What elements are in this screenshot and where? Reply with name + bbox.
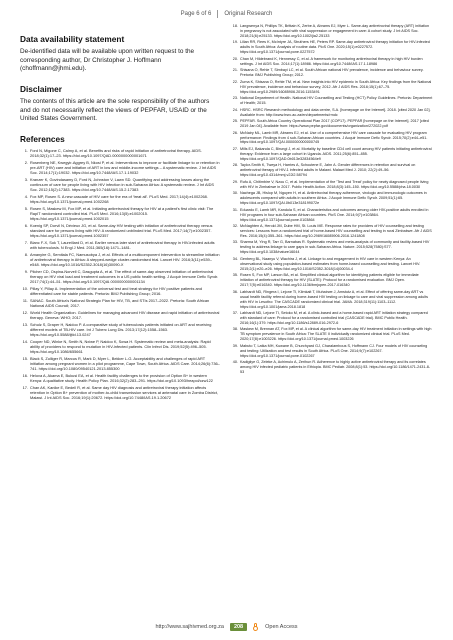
reference-text: McNairy ML, Lamb MR, Abrams EJ, et al. Use of a comprehensive HIV care cascade for evaluating HIV program performance: Findings from 4 sub-Saharan African countries. J Acquir Immune Defic Syndr. 2015;70(2):e44–e51. https://doi.org/10.1097/QAI.0000000000000745 bbox=[240, 130, 428, 145]
reference-number: 17. bbox=[22, 384, 28, 390]
reference-text: Rufu A, Chitimbire V, Nzou C, et al. Implementation of the 'Test and Treat' policy for newly diagnosed people living with HIV in Zimbabwe in 2017. Public Health Action. 2018;8(3):145–150. https://doi.org/10.5588/pha.18.0030 bbox=[240, 179, 429, 189]
reference-number: 6. bbox=[24, 222, 28, 228]
reference-item bbox=[20, 356, 220, 371]
reference-item bbox=[230, 68, 433, 78]
reference-text: Blanc F-X, Sok T, Laureillard D, et al. Earlier versus later start of antiretroviral therapy in HIV-infected adults with tuberculosis. N Engl J Med. 2011;365(16):1471–1481. bbox=[30, 239, 215, 251]
reference-item bbox=[230, 108, 433, 118]
reference-item bbox=[20, 223, 220, 238]
reference-number: 35. bbox=[232, 273, 238, 278]
reference-text: Rosen S, Fox MP, Larson BA, et al. Simplified clinical algorithm for identifying patients eligible for immediate initiation of antiretroviral therapy for HIV (SLATE): Protocol for a randomised evaluation. BMJ Open. 2017;7(5):e016340. https://doi.org/10.1136/bmjopen-2017-016340 bbox=[240, 273, 419, 288]
reference-text: Lilian RR, Rees K, McIntyre JA, Struthers HE, Peters RP. Same-day antiretroviral therapy initiation for HIV-infected adults in South Africa: Analysis of routine data. PloS One. 2020;15(1):e0227572. https://doi.org/10.1371/journal.pone.0227572 bbox=[240, 40, 430, 55]
reference-number: 14. bbox=[22, 338, 28, 344]
page-body bbox=[20, 24, 433, 616]
reference-item bbox=[230, 180, 433, 190]
reference-number: 33. bbox=[232, 240, 238, 245]
reference-text: Shisana O, Rehle T, Simbayi LC, et al. South African national HIV prevalence, incidence and behaviour survey. Pretoria: BMJ Publishing Group; 2012. bbox=[240, 68, 424, 78]
reference-item bbox=[230, 311, 433, 326]
reference-text: National Department of Health. National HIV Counselling and Testing (HCT) Policy Guidelines. Pretoria: Department of Health; 2015. bbox=[240, 96, 433, 106]
header-divider bbox=[217, 10, 218, 18]
reference-item bbox=[230, 131, 433, 146]
reference-number: 8. bbox=[24, 251, 28, 257]
reference-item bbox=[20, 310, 220, 320]
reference-item bbox=[230, 257, 433, 272]
reference-item bbox=[20, 206, 220, 221]
reference-text: Pillay Y, Pillay A. Implementation of the universal test and treat strategy for HIV positive patients and differentiated care for stable patients. Pretoria: BMJ Publishing Group; 2016. bbox=[30, 285, 202, 297]
reference-text: HSRC. HSRC Research methodology and data centre, S.A. [homepage on the Internet]. 2018. [cited 2020 Jan 02]. Available from: http://www.hsrc.ac.za/en/departments/rmdc bbox=[240, 107, 431, 117]
section-label: Original Research bbox=[224, 11, 273, 17]
reference-item bbox=[230, 273, 433, 288]
reference-item bbox=[20, 385, 220, 400]
reference-number: 39. bbox=[232, 343, 238, 348]
reference-number: 13. bbox=[22, 321, 28, 327]
reference-text: Koenig SP, Dorvil N, Dévieux JG, et al. Same-day HIV testing with initiation of antiretroviral therapy versus standard care for persons living with HIV: A randomized unblinded trial. PLoS Med. 2017;14(7):e1002357. https://doi.org/10.1371/journal.pmed.1002357 bbox=[30, 222, 213, 239]
right-column bbox=[230, 24, 433, 616]
reference-number: 36. bbox=[232, 289, 238, 294]
reference-number: 22. bbox=[232, 79, 238, 84]
reference-list-left bbox=[20, 148, 220, 400]
reference-text: Fox MP, Rosen S. A new cascade of HIV care for the era of 'treat all'. PLoS Med. 2017;14(4):e1002268. https://doi.org/10.1371/journal.pmed.1002268 bbox=[30, 193, 208, 205]
reference-text: Sharma M, Ying R, Tarr G, Barnabas R. Systematic review and meta-analysis of community and facility-based HIV testing to address linkage to care gaps in sub-Saharan Africa. Nature. 2015;528(7580):S77. https://doi.org/10.1038/nature16044 bbox=[240, 240, 430, 255]
reference-text: Zuma K, Shisana O, Rehle TM, et al. New insights into HIV epidemic in South Africa: Key findings from the National HIV prevalence, incidence and behaviour survey, 2012. Afr J AIDS Res. 2016;15(1):67–75. https://doi.org/10.2989/16085906.2016.1153491 bbox=[240, 79, 432, 94]
reference-number: 15. bbox=[22, 355, 28, 361]
reference-text: Langwenya N, Phillips TK, Brittain K, Zerbe A, Abrams EJ, Myer L. Same-day antiretroviral therapy (ART) initiation in pregnancy is not associated with viral suppression or engagement in care: A cohort study. J Int AIDS Soc. 2018;21(6):e25133. https://doi.org/10.1002/jia2.25133 bbox=[240, 24, 430, 38]
reference-number: 21. bbox=[232, 68, 238, 73]
reference-number: 5. bbox=[24, 205, 28, 211]
reference-number: 20. bbox=[232, 56, 238, 61]
reference-number: 10. bbox=[22, 285, 28, 291]
reference-item bbox=[230, 344, 433, 359]
data-availability-heading: Data availability statement bbox=[20, 34, 125, 44]
reference-item bbox=[20, 269, 220, 284]
reference-number: 27. bbox=[232, 146, 238, 151]
reference-number: 28. bbox=[232, 163, 238, 168]
reference-item bbox=[20, 373, 220, 383]
reference-text: PEPFAR. South Africa Country Operational Plan 2017 (COP17). PEPFAR [homepage on the Internet]. 2017 [cited 2019 Jan 04]. Available from: https://www.pepfar.gov/documents/organization/272022.pdf bbox=[240, 119, 429, 129]
reference-number: 31. bbox=[232, 207, 238, 212]
reference-item bbox=[230, 163, 433, 178]
reference-text: Chan AK, Kanike E, Bedell R, et al. Same day HIV diagnosis and antiretroviral therapy initiation affects retention in Option B+ prevention of mother-to-child transmission services at antenatal care in Zomba District, Malawi. J Int AIDS Soc. 2016;19(1):20672. https://doi.org/10.7448/IAS.19.1.20672 bbox=[30, 384, 219, 401]
reference-text: Ford N, Migone C, Calmy A, et al. Benefits and risks of rapid initiation of antiretroviral therapy. AIDS. 2018;32(1):17–23. https://doi.org/10.1097/QAD.0000000000001671 bbox=[30, 147, 202, 158]
disclaimer-text: The contents of this article are the sole responsibility of the authors and do not necessarily reflect the views of PEPFAR, USAID or the United States Government. bbox=[20, 97, 210, 123]
reference-number: 25. bbox=[232, 119, 238, 124]
reference-text: Mabuto T, Latka MH, Kuwane B, Churchyard GJ, Charalambous S, Hoffmann CJ. Four models of HIV counseling and testing: Utilization and test results in South Africa. PLoS One. 2014;9(7):e102267. https://doi.org/10.1371/journal.pone.0102267 bbox=[240, 343, 428, 358]
reference-item bbox=[230, 327, 433, 342]
reference-text: Taylor-Smith K, Tweya H, Harries A, Schoutene E, Jahn A. Gender differences in retention and survival on antiretroviral therapy of HIV-1 infected adults in Malawi. Malawi Med J. 2010; 22(2):49–56. https://doi.org/10.4314/mmj.v22i2.58794 bbox=[240, 163, 416, 178]
reference-item bbox=[20, 240, 220, 250]
reference-item bbox=[20, 177, 220, 192]
reference-text: Nachega JB, Hislop M, Nguyen H, et al. Antiretroviral therapy adherence, virologic and immunologic outcomes in adolescents compared with adults in southern Africa. J Acquir Immune Defic Syndr. 2009;51(1):65. https://doi.org/10.1097/QAI.0b013e318199072e bbox=[240, 191, 427, 206]
reference-number: 23. bbox=[232, 96, 238, 101]
reference-number: 18. bbox=[232, 24, 238, 28]
reference-item bbox=[20, 194, 220, 204]
reference-number: 29. bbox=[232, 179, 238, 184]
reference-item bbox=[20, 148, 220, 158]
reference-text: Mills EJ, Bakanda C, Birungi J, et al. Mortality by baseline CD4 cell count among HIV patients initiating antiretroviral therapy: Evidence from a large cohort in Uganda. AIDS. 2011;25(6):851–855. https://doi.org/10.1097/QAD.0b013e32834564e9 bbox=[240, 146, 432, 161]
page-header bbox=[0, 6, 453, 22]
reference-text: Rosenberg NE, Kwegyir-Aggrey B, Nkosi P, et al. Interventions to improve or facilitate linkage to or retention in pre-ART (HIV) care and initiation of ART in low and middle-income settings – A systematic review. J Int AIDS Soc. 2014;17(1):19032. https://doi.org/10.7448/IAS.17.1.19032 bbox=[30, 159, 220, 176]
reference-number: 16. bbox=[22, 372, 28, 378]
reference-item bbox=[230, 147, 433, 162]
reference-number: 32. bbox=[232, 224, 238, 229]
reference-text: Eduardo E, Lamb MR, Kandula S, et al. Characteristics and outcomes among older HIV-positive adults enrolled in HIV programs in four sub-Saharan African countries. PloS One. 2014;9(7):e103864. https://doi.org/10.1371/journal.pone.0103864 bbox=[240, 207, 429, 222]
reference-number: 40. bbox=[232, 360, 238, 365]
reference-number: 24. bbox=[232, 107, 238, 112]
reference-number: 38. bbox=[232, 327, 238, 332]
reference-item bbox=[20, 322, 220, 337]
reference-item bbox=[230, 96, 433, 106]
reference-text: Maskew M, Brennan AT, Fox MP, et al. A clinical algorithm for same-day HIV treatment initiation in settings with high TB symptom prevalence in South Africa: The SLATE II individually randomized clinical trial. PLoS Med. 2020;17(8):e1003226. https://doi.org/10.1371/journal.pmed.1003226 bbox=[240, 327, 432, 342]
reference-number: 11. bbox=[22, 297, 28, 303]
reference-item bbox=[230, 224, 433, 239]
reference-number: 30. bbox=[232, 191, 238, 196]
reference-number: 4. bbox=[24, 193, 28, 199]
reference-item bbox=[230, 208, 433, 223]
reference-text: World Health Organization. Guidelines for managing advanced HIV disease and rapid initiation of antiretroviral therapy. Geneva: WHO; 2017. bbox=[30, 309, 220, 320]
reference-item bbox=[230, 360, 433, 375]
reference-text: Helova A, Akama E, Bukusi EA, et al. Health facility challenges to the provision of Option B+ in western Kenya: A qualitative study. Health Policy Plan. 2016;32(2):283–291. https://doi.org/10.1093/heapol/czw122 bbox=[30, 372, 213, 383]
reference-text: Kadigiiye G, Zeleke A, Achimulo A, Zerihun R. Adherence to highly active antiretroviral therapy and its correlates among HIV infected pediatric patients in Ethiopia. BMC Pediatr. 2008;8(1):53. https://doi.org/10.1186/1471-2431-8-53 bbox=[240, 360, 431, 375]
journal-url-link[interactable]: http://www.sajhivmed.org.za bbox=[155, 624, 224, 630]
disclaimer-heading: Disclaimer bbox=[20, 83, 62, 94]
reference-text: SANAC. South Africa's National Strategic Plan for HIV, TB, and STIs 2017–2022. Pretoria: South African National AIDS Council; 2017. bbox=[30, 297, 210, 308]
reference-number: 26. bbox=[232, 130, 238, 135]
reference-number: 2. bbox=[24, 159, 28, 165]
reference-text: Chan M, Hildebrand K, Hennessy C, et al. A framework for monitoring antiretroviral therapy in high HIV burden settings. J Int AIDS Soc. 2014;17(1):18986. https://doi.org/10.7448/IAS.17.1.18986 bbox=[240, 56, 423, 66]
open-access-label: Open Access bbox=[265, 624, 298, 630]
reference-item bbox=[20, 252, 220, 267]
reference-item bbox=[20, 286, 220, 296]
reference-number: 37. bbox=[232, 311, 238, 316]
reference-item bbox=[230, 290, 433, 310]
page-label: Page 6 of 6 bbox=[180, 11, 212, 17]
reference-list-right bbox=[230, 24, 433, 375]
reference-number: 12. bbox=[22, 309, 28, 315]
references-heading: References bbox=[20, 133, 65, 144]
reference-text: Genberg BL, Naanyu V, Wachira J, et al. Linkage to and engagement in HIV care in western Kenya: An observational study using population-based estimates from home-based counselling and testing. Lancet HIV. 2015;2(1):e20–e26. https://doi.org/10.1016/S2352-3018(14)00034-4 bbox=[240, 256, 421, 271]
reference-number: 7. bbox=[24, 239, 28, 245]
left-column bbox=[20, 24, 220, 616]
reference-item bbox=[230, 57, 433, 67]
reference-item bbox=[230, 80, 433, 95]
reference-item bbox=[20, 298, 220, 308]
reference-text: Kranzer K, Govindasamy D, Ford N, Johnston V, Lawn SD. Quantifying and addressing losses along the continuum of care for people living with HIV infection in sub-Saharan Africa: A systematic review. J Int AIDS Soc. 2012;15(2):17383. https://doi.org/10.7448/IAS.15.2.17383 bbox=[30, 176, 215, 193]
reference-text: Labhardt ND, Ringera I, Lejone TI, Klimkait T, Muhairwe J, Amstutz A, et al. Effect of offering same-day ART vs usual health facility referral during home-based HIV testing on linkage to care and viral suppression among adults with HIV in Lesotho: The CASCADE randomized clinical trial. JAMA. 2018;319(11):1103–1112. https://doi.org/10.1001/jama.2018.1818 bbox=[240, 289, 429, 309]
reference-text: Amanyire G, Semitala FC, Namusobya J, et al. Effects of a multicomponent intervention to streamline initiation of antiretroviral therapy in Africa: A stepped-wedge cluster-randomised trial. Lancet HIV. 2016;3(11):e539–e548. https://doi.org/10.1016/S2352-3018(16)30090-X bbox=[30, 251, 220, 268]
reference-text: Pilcher CD, Ospina-Norvell C, Dasgupta A, et al. The effect of same-day observed initiation of antiretroviral therapy on HIV viral load and treatment outcomes in a US public health setting. J Acquir Immune Defic Syndr. 2017;74(1):44–51. https://doi.org/10.1097/QAI.0000000000001134 bbox=[30, 268, 219, 285]
reference-item bbox=[230, 40, 433, 55]
reference-item bbox=[230, 240, 433, 255]
reference-text: Black S, Zulliger R, Marcus R, Mark D, Myer L, Bekker L-G. Acceptability and challenges of rapid ART initiation among pregnant women in a pilot programme, Cape Town, South Africa. AIDS Care. 2014;26(6):736–741. https://doi.org/10.1080/09540121.2013.855300 bbox=[30, 355, 220, 372]
reference-item bbox=[20, 160, 220, 175]
open-access-icon bbox=[253, 623, 259, 631]
reference-item bbox=[230, 191, 433, 206]
reference-text: McNaghten A, Herold JM, Dube HM, St. Louis ME. Response rates for providers of HIV counselling and testing services: Lessons from a randomized trial of home-based HIV counselling and testing in rural Zimbabwe. Afr J AIDS Res. 2016;15(4):355–361. https://doi.org/10.2989/16085906.2016.1241808 bbox=[240, 224, 432, 238]
reference-item bbox=[230, 119, 433, 129]
reference-number: 9. bbox=[24, 268, 28, 274]
reference-number: 19. bbox=[232, 40, 238, 45]
data-availability-text: De-identified data will be available upon written request to the corresponding author, Dr Christopher J. Hoffmann (choffmann@jhmi.edu). bbox=[20, 48, 195, 73]
page-footer bbox=[0, 620, 453, 634]
reference-number: 34. bbox=[232, 256, 238, 261]
reference-text: Labhardt ND, Lejone TI, Setoko M, et al. A clinic-based and a home-based rapid ART initiation strategy compared with standard of care: Protocol for a randomised controlled trial (CASCADE trial). BMC Public Health. 2016;16(1):379. https://doi.org/10.1186/s12889-016-2972-6 bbox=[240, 311, 428, 325]
reference-number: 3. bbox=[24, 176, 28, 182]
reference-text: Rosen S, Maskew M, Fox MP, et al. Initiating antiretroviral therapy for HIV at a patient's first clinic visit: The RapIT randomized controlled trial. PLoS Med. 2016;13(5):e1002015. https://doi.org/10.1371/journal.pmed.1002015 bbox=[30, 205, 214, 222]
reference-item bbox=[20, 339, 220, 354]
reference-text: Schulz S, Draper H, Naidoo P. A comparative study of tuberculosis patients initiated on ART and receiving different models of TB-HIV care. Int J Tuberc Lung Dis. 2013;17(12):1558–1563. https://doi.org/10.5588/ijtld.13.0247 bbox=[30, 321, 212, 337]
page-number-badge: 208 bbox=[230, 623, 247, 631]
reference-item bbox=[230, 24, 433, 39]
reference-text: Cooper ND, Winke N, Smith N, Nxiwe P, Naidoo K, Sowa H. Systematic review and meta-analysis: Rapid ability of providers to respond to mutation in HIV-infected patients. Clin Infect Dis. 2019;52(5):496–505. https://doi.org/10.1086/655661 bbox=[30, 338, 211, 355]
reference-number: 1. bbox=[24, 147, 28, 153]
